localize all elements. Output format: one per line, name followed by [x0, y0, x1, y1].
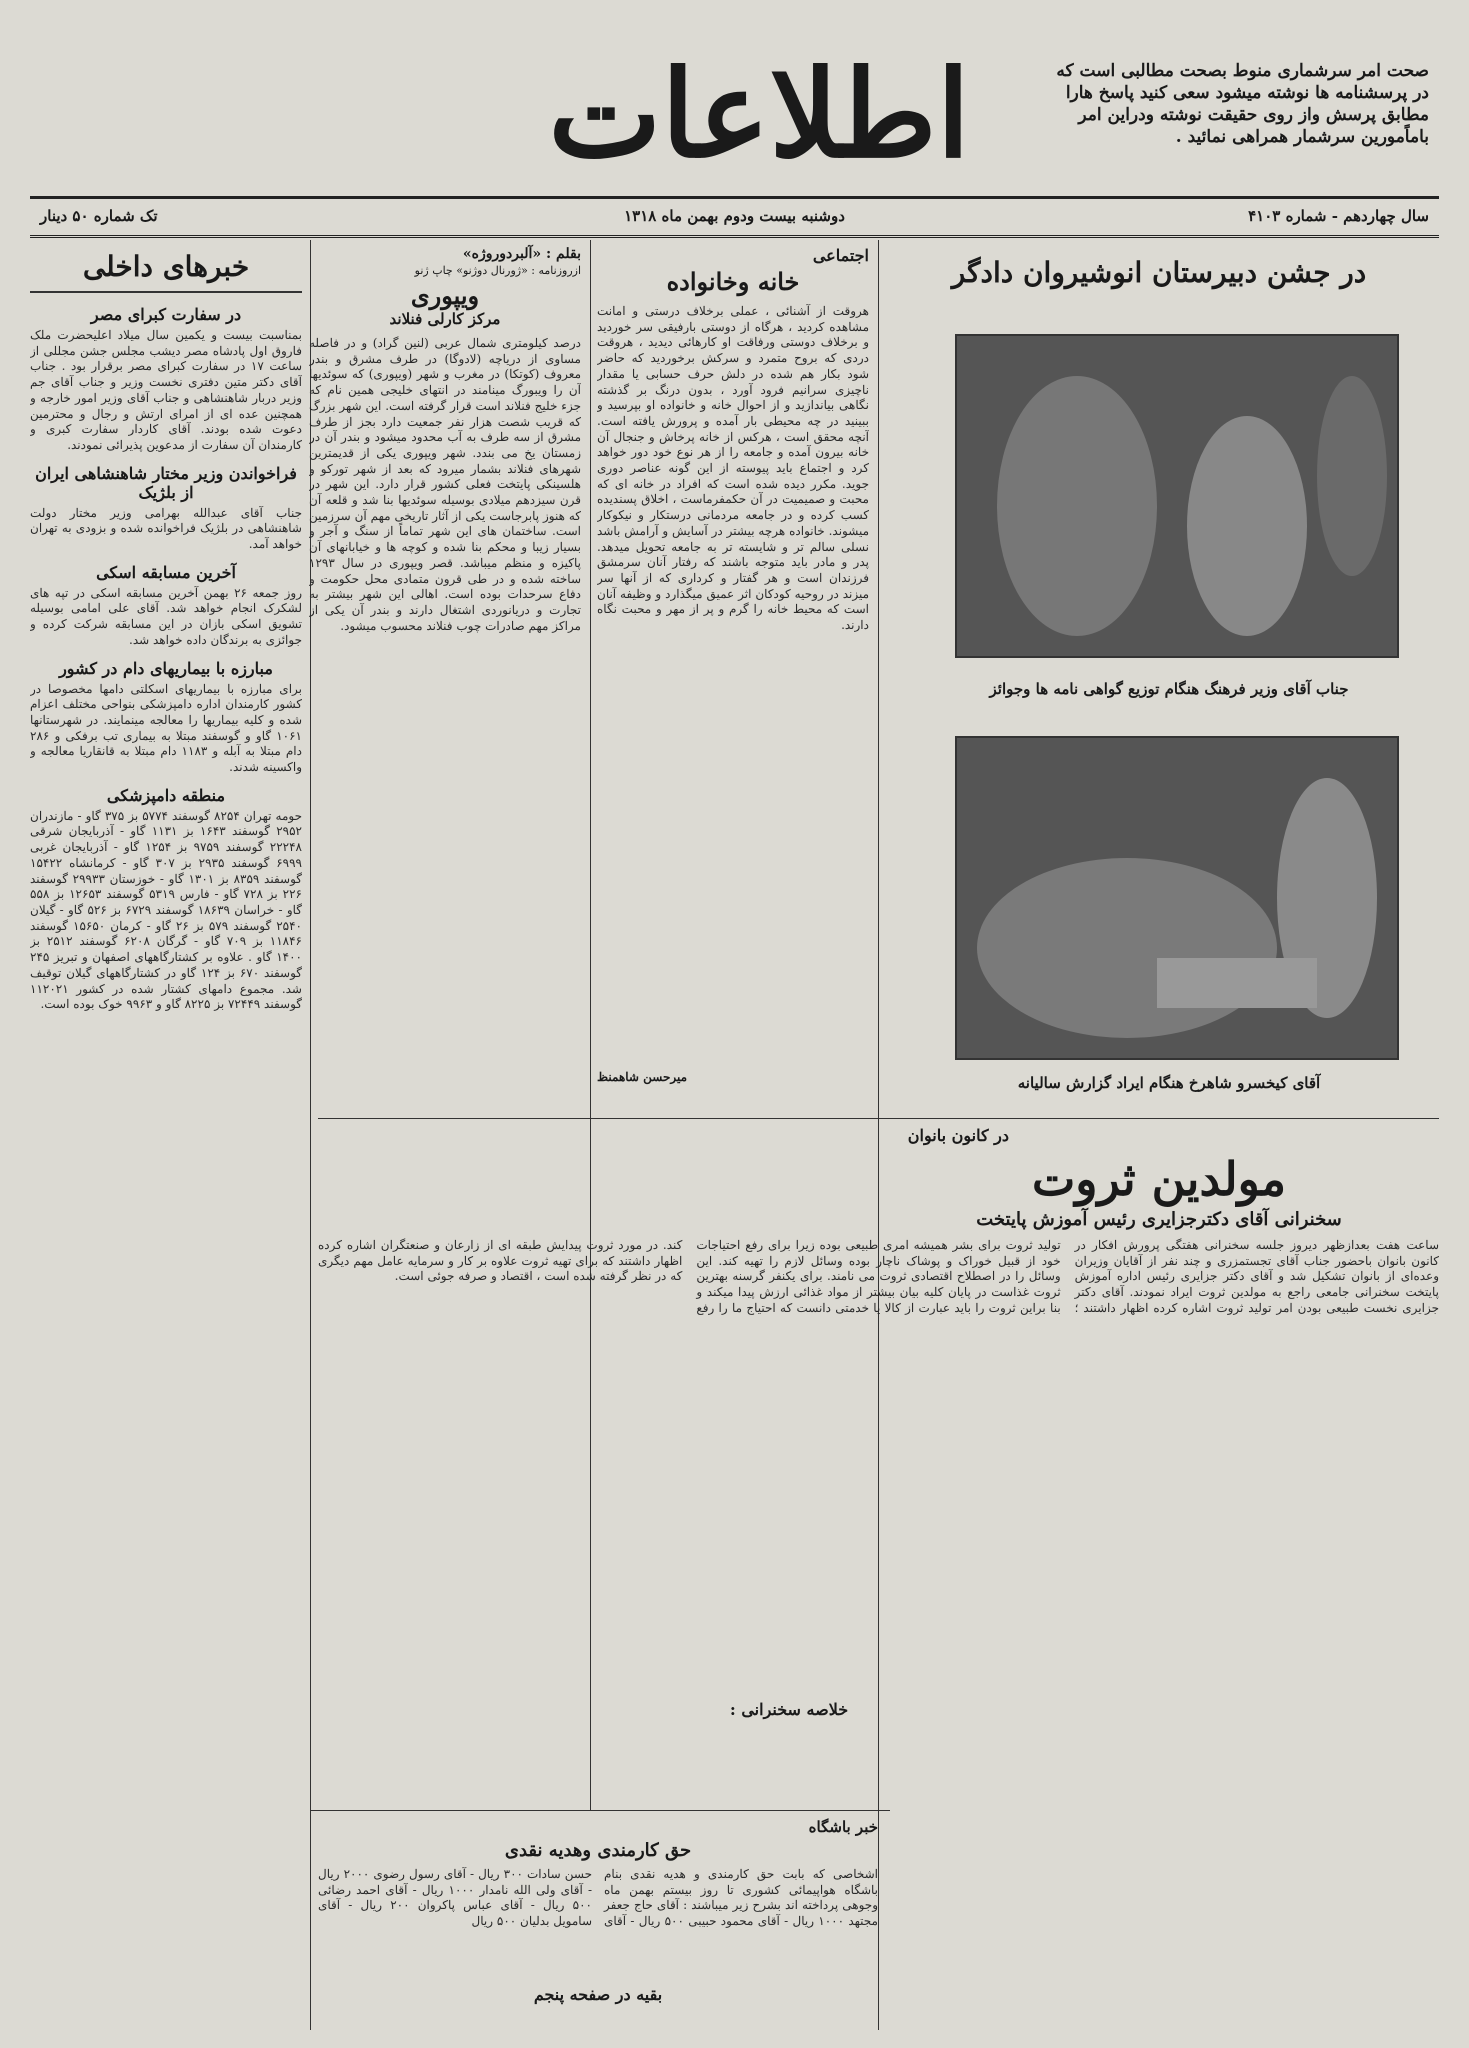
- news-item-title: مبارزه با بیماریهای دام در کشور: [59, 658, 273, 678]
- news-item-title: آخرین مسابقه اسکی: [96, 562, 236, 582]
- banovan-subhead: سخنرانی آقای دکترجزایری رئیس آموزش پایتخت: [976, 1209, 1342, 1230]
- domestic-news-headline: خبرهای داخلی: [30, 250, 302, 293]
- photo-figure: [997, 376, 1157, 636]
- masthead: [30, 40, 1439, 200]
- club-article: [318, 1818, 878, 2018]
- news-item-title: منطقه دامپزشکی: [106, 785, 226, 805]
- banovan-summary-head: خلاصه سخنرانی :: [729, 1700, 849, 1719]
- finland-subhead: مرکز کارلی فنلاند: [389, 310, 501, 328]
- club-body: اشخاصی که بابت حق کارمندی و هدیه نقدی بنام باشگاه هواپیمائی کشوری تا روز بیستم بهمن ماه وجوهی پرداخته اند بشرح زیر میباشند : آقای حاج جعفر مجتهد ۱۰۰۰ ریال - آقای محمود حبیبی ۵۰۰ ریال - آقای حسن سادات ۳۰۰ ریال - آقای رسول رضوی ۲۰۰۰ ریال - آقای ولی الله نامدار ۱۰۰۰ ریال - آقای احمد رضائی ۵۰۰ ریال - آقای عباس پاکروان ۲۰۰ ریال - آقای سامویل بدلیان ۵۰۰ ریال: [318, 1867, 878, 1929]
- domestic-news: [30, 240, 302, 2030]
- news-item-body: روز جمعه ۲۶ بهمن آخرین مسابقه اسکی در تپه های لشکرک انجام خواهد شد. آقای علی امامی بوسیله تشویق اسکی بازان در این مسابقه شرکت کرده و جوائزی به برندگان داده خواهد شد.: [30, 585, 302, 647]
- banovan-continued: بقیه در صفحه پنجم: [533, 1985, 663, 2004]
- news-item-body: برای مبارزه با بیماریهای اسکلتی دامها مخصوصا در کشور کارمندان اداره دامپزشکی بنواحی مختلف اعزام شده و کلیه بیماریها را معالجه مینمایند. در شهرستانها ۱۰۶۱ گاو و گوسفند مبتلا به بیماری تب برفکی و ۲۸۶ دام مبتلا به آبله و ۱۱۸۳ دام مبتلا به قانقاریا معالجه و واکسینه شدند.: [30, 681, 302, 775]
- family-section-label: اجتماعی: [812, 246, 869, 265]
- news-item-body: جناب آقای عبدالله بهرامی وزیر مختار دولت شاهنشاهی در بلژیک فراخوانده شده و بزودی به تهران خواهد آمد.: [30, 505, 302, 552]
- ceremony-headline: در جشن دبیرستان انوشیروان دادگر: [951, 256, 1367, 289]
- banovan-section-label: در کانون بانوان: [907, 1126, 1009, 1145]
- news-item-title: در سفارت کبرای مصر: [90, 305, 242, 324]
- issue-number: سال چهاردهم - شماره ۴۱۰۳: [1248, 207, 1429, 225]
- club-section-label: خبر باشگاه: [808, 1818, 878, 1836]
- news-item-body: بمناسبت بیست و یکمین سال میلاد اعلیحضرت ملک فاروق اول پادشاه مصر دیشب مجلس جشن مجللی از ساعت ۱۷ در سفارت کبرای مصر برقرار بود . جناب آقای دکتر متین دفتری نخست وزیر و جناب آقای جم وزیر دربار شاهنشاهی و جناب آقای وزیر امور خارجه و همچنین عده ای از امرای ارتش و رجال و محترمین دعوت شده بودند. آقای کاردار سفارت کبری و کارمندان آن سفارت از مدعوین پذیرائی نمودند.: [30, 328, 302, 452]
- family-headline: خانه وخانواده: [666, 267, 800, 296]
- census-notice: صحت امر سرشماری منوط بصحت مطالبی است که در پرسشنامه ها نوشته میشود سعی کنید پاسخ هارا مطابق پرسش واز روی حقیقت نوشته ودراین امر باماًمورین سرشمار همراهی نمائید .: [1056, 61, 1429, 147]
- family-body: هروقت از آشنائی ، عملی برخلاف درستی و امانت مشاهده کردید ، هرگاه از دوستی بارفیقی سر خوردید و برخلاف دوستی ورفاقت او کارهائی دیدید ، هروقت دردی که بروح متمرد و سرکش برخوردید که حاضر شود بکار هم شده در دلش حرف حسابی یا مقدار ناچیزی سرانیم فرود آورد ، بدون درنگ بر گذشته نگاهی بیاندازید و از احوال خانه و خانواده او بپرسید و ببینید در چه محیطی بار آمده و پرورش یافته است. آنچه محقق است ، هرکس از خانه پرخاش و جنجال آن خانه بیرون آمده و جامعه را از هر نوع خود دور خواهد کرد و اجتماع باید پیوسته از این گونه عناصر دوری جوید. مکرر دیده شده است که افراد در خانه ای که محبت و صمیمیت در آن حکمفرماست ، اخلاق پسندیده کسب کرده و در جامعه مردمانی درستکار و نیکوکار میشوند. خانواده هرچه بیشتر در آسایش و آرامش باشد نسلی سالم تر و شایسته تر به جامعه تحویل میدهد. پدر و مادر باید متوجه باشند که رفتار آنان سرمشق فرزندان است و هر گفتار و کرداری که از آنها سر میزند در روحیه کودکان اثر عمیق میگذارد و وظیفه آنان است که محیط خانه را گرم و پر از مهر و محبت نگاه دارند.: [597, 304, 869, 633]
- ceremony-caption-2: آقای کیخسرو شاهرخ هنگام ایراد گزارش سالیانه: [1017, 1074, 1321, 1092]
- dateline: [30, 196, 1439, 238]
- row-rule: [318, 1118, 878, 1119]
- issue-date: دوشنبه بیست ودوم بهمن ماه ۱۳۱۸: [624, 207, 845, 225]
- family-signature: میرحسن شاهمنظ: [597, 1070, 688, 1084]
- newspaper-title: اطلاعات: [548, 44, 970, 185]
- banovan-headline: مولدین ثروت: [1031, 1152, 1287, 1206]
- photo-figure: [1187, 416, 1307, 636]
- banovan-body: ساعت هفت بعدازظهر دیروز جلسه سخنرانی هفتگی پرورش افکار در کانون بانوان باحضور جناب آقای تجستمزری و چند نفر از آقایان وزیران وعده‌ای از بانوان تشکیل شد و آقای دکتر جزایری رئیس اداره آموزش پایتخت سخنرانی جامعی راجع به مولدین ثروت ایراد نمودند. آقای دکتر جزایری نخست طبیعی بودن امر تولید ثروت اشاره کرده اظهار داشتند ؛ تولید ثروت برای بشر همیشه امری طبیعی بوده زیرا برای رفع احتیاجات خود از قبیل خوراک و پوشاک ناچار بوده وسائل لازم را تهیه کند. این وسائل را در اصطلاح اقتصادی ثروت می نامند. برای یکنفر گرسنه بهترین ثروت غذاست در پایان کلیه بیان بیشتر از مواد غذائی ارزش پیدا میکند و بنا براین ثروت را باید عبارت از کالا یا خدمتی دانست که احتیاج ما را رفع کند. در مورد ثروت پیدایش طبقه ای از زارعان و صنعتگران اشاره کرده اظهار داشتند که برای تهیه ثروت علاوه بر کار و سرمایه عامل مهم دیگری که در نظر گرفته شده است ، اقتصاد و صرفه جوئی است.: [318, 1238, 1439, 1315]
- finland-body: درصد کیلومتری شمال عربی (لنین گراد) و در فاصله مساوی از دریاچه (لادوگا) در طرف مشرق و بندر معروف (کوتکا) در مغرب و شهر (ویپوری) که سوئدیها آن را ویبورگ مینامند در انتهای خلیجی همین نام که جزء خلیج فنلاند است قرار گرفته است. این شهر بزرگ که قریب شصت هزار نفر جمعیت دارد بجز از طرف مشرق از سه طرف به آب محدود میشود و بندر آن در زمستان یخ می بندد. شهر ویپوری یکی از قدیمترین شهرهای فنلاند بشمار میرود که بعد از شهر تورکو و هلسینکی پایتخت فعلی کشور قرار دارد. این شهر در قرن سیزدهم میلادی بوسیله سوئدیها بنا شد و قلعه آن که هنوز پابرجاست یکی از آثار تاریخی مهم آن سرزمین است. ساختمان های این شهر تماماً از سنگ و آجر و بسیار زیبا و محکم بنا شده و کوچه ها و خیابانهای آن پاکیزه و منظم میباشد. قصر ویپوری در سال ۱۲۹۳ ساخته شده و در طی قرون متمادی محل حکومت و دفاع سرحدات بوده است. اهالی این شهر بیشتر به تجارت و دریانوردی اشتغال دارند و بندر آن یکی از مراکز مهم صادرات چوب فنلاند محسوب میشود.: [309, 336, 581, 633]
- news-item-body: حومه تهران ۸۲۵۴ گوسفند ۵۷۷۴ بز ۳۷۵ گاو - مازندران ۲۹۵۲ گوسفند ۱۶۴۳ بز ۱۱۳۱ گاو - آذربایجان شرقی ۲۲۲۴۸ گوسفند ۹۷۵۹ بز ۱۲۵۴ گاو - آذربایجان غربی ۶۹۹۹ گوسفند ۲۹۳۵ بز ۳۰۷ گاو - کرمانشاه ۱۵۴۲۲ گوسفند ۸۳۵۹ بز ۱۳۰۱ گاو - خوزستان ۲۹۹۳۳ گوسفند ۲۲۶ بز ۷۲۸ گاو - فارس ۵۳۱۹ گوسفند ۱۲۶۵۳ بز ۵۵۸ گاو - خراسان ۱۸۶۳۹ گوسفند ۶۷۲۹ بز ۵۲۶ گاو - گیلان ۲۵۴۰ گوسفند ۵۷۹ بز ۲۶ گاو - کرمان ۱۵۶۵۰ گوسفند ۱۱۸۴۶ بز ۷۰۹ گاو - گرگان ۶۲۰۸ گوسفند ۲۵۱۲ بز ۱۴۰۰ گاو . علاوه بر کشتارگاههای اصفهان و تبریز ۲۴۵ گوسفند ۶۷۰ بز ۱۲۴ گاو در کشتارگاههای گیلان توقیف شد. مجموع دامهای کشتار شده در کشور ۱۱۲۰۲۱ گوسفند ۷۲۴۴۹ بز ۸۲۲۵ گاو و ۹۹۶۳ خوک بوده است.: [30, 808, 302, 1012]
- finland-source: ازروزنامه : «ژورنال دوژنو» چاپ ژنو: [414, 264, 581, 277]
- club-headline: حق کارمندی وهدیه نقدی: [504, 1840, 692, 1861]
- news-item-title: فراخواندن وزیر مختار شاهنشاهی ایران از بلژیک: [35, 463, 297, 502]
- finland-article: [309, 240, 581, 1110]
- family-article: [597, 240, 869, 1110]
- ceremony-photo-1: [955, 334, 1399, 658]
- photo-audience: [977, 858, 1277, 1038]
- ceremony-caption-1: جناب آقای وزیر فرهنگ هنگام توزیع گواهی نامه ها وجوائز: [989, 680, 1349, 698]
- ceremony-photo-2: [955, 736, 1399, 1060]
- row-rule: [878, 1118, 1439, 1119]
- finland-byline: بقلم : «آلبردوروژه»: [462, 246, 581, 262]
- photo-figure: [1317, 376, 1387, 576]
- issue-price: تک شماره ۵۰ دینار: [40, 207, 158, 225]
- photo-table: [1157, 958, 1317, 1008]
- finland-headline: ویپوری: [410, 281, 480, 310]
